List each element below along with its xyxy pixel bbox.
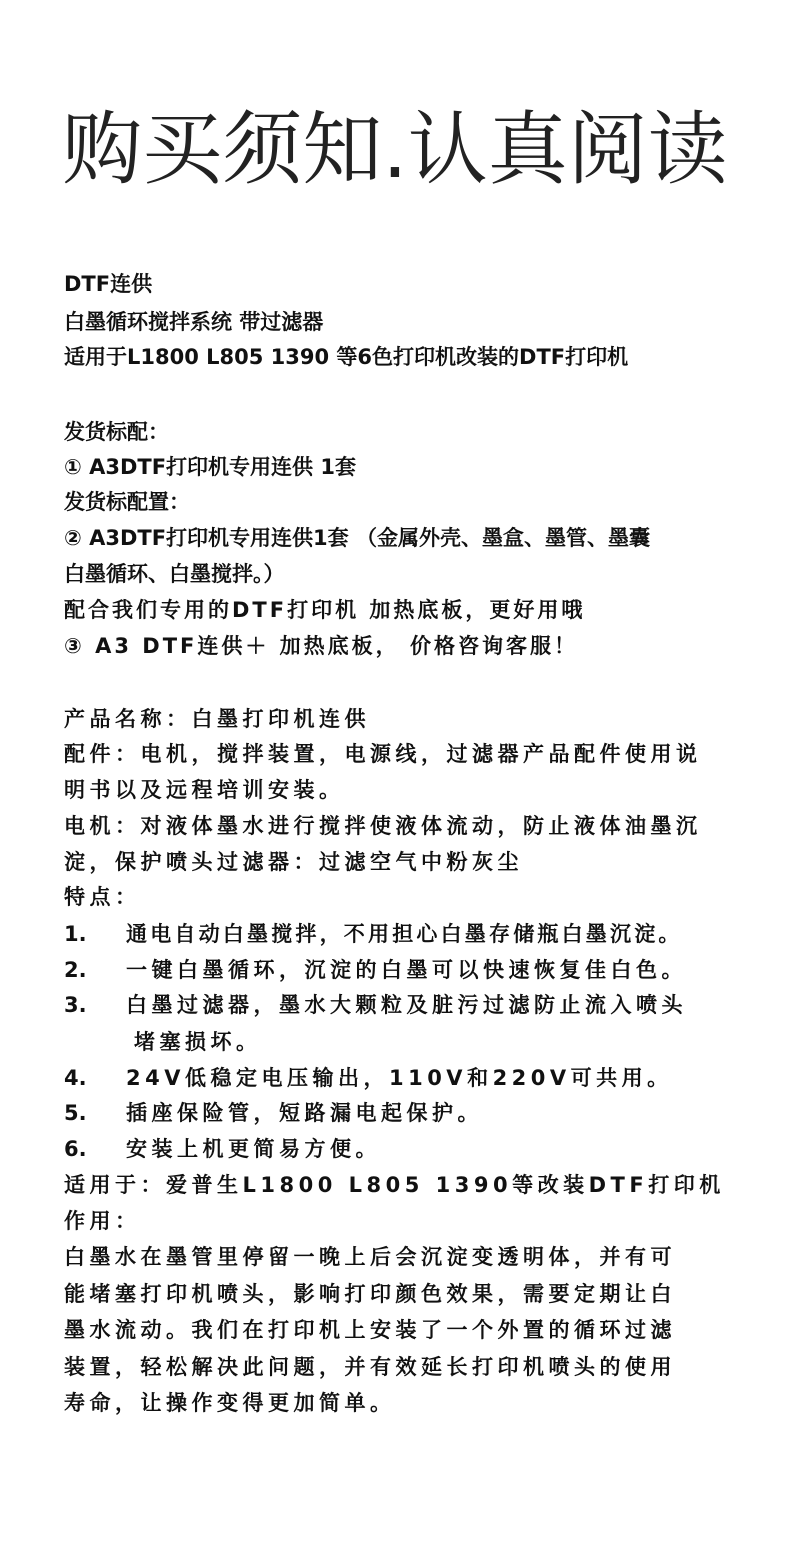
function-heading: 作用： <box>64 1209 141 1233</box>
feature-number: 3. <box>64 993 87 1017</box>
feature-text: 白墨过滤器，墨水大颗粒及脏污过滤防止流入喷头 <box>126 993 687 1017</box>
product-parts-line-1: 配件：电机，搅拌装置，电源线，过滤器产品配件使用说 <box>64 742 702 766</box>
applicable-models: 适用于：爱普生L1800 L805 1390等改装DTF打印机 <box>64 1173 725 1197</box>
feature-text-continued: 堵塞损坏。 <box>134 1030 262 1054</box>
feature-number: 4. <box>64 1066 87 1090</box>
shipping-item-2-line-2: 白墨循环、白墨搅拌。） <box>64 562 285 586</box>
shipping-note: 配合我们专用的DTF打印机 加热底板，更好用哦 <box>64 598 586 622</box>
feature-text: 通电自动白墨搅拌，不用担心白墨存储瓶白墨沉淀。 <box>126 922 683 946</box>
feature-text: 一键白墨循环，沉淀的白墨可以快速恢复佳白色。 <box>126 958 687 982</box>
feature-text: 24V低稳定电压输出，110V和220V可共用。 <box>126 1066 673 1090</box>
function-line: 装置，轻松解决此问题，并有效延长打印机喷头的使用 <box>64 1355 676 1379</box>
function-line: 能堵塞打印机喷头，影响打印颜色效果，需要定期让白 <box>64 1282 676 1306</box>
shipping-item-1: ① A3DTF打印机专用连供 1套 <box>64 455 356 479</box>
feature-number: 6. <box>64 1137 87 1161</box>
function-line: 寿命，让操作变得更加简单。 <box>64 1391 396 1415</box>
intro-line-3: 适用于L1800 L805 1390 等6色打印机改装的DTF打印机 <box>64 345 629 369</box>
function-line: 白墨水在墨管里停留一晚上后会沉淀变透明体，并有可 <box>64 1245 676 1269</box>
intro-line-2: 白墨循环搅拌系统 带过滤器 <box>64 310 324 334</box>
page-title: 购买须知.认真阅读 <box>62 103 728 196</box>
function-line: 墨水流动。我们在打印机上安装了一个外置的循环过滤 <box>64 1318 676 1342</box>
product-motor-line-1: 电机：对液体墨水进行搅拌使液体流动，防止液体油墨沉 <box>64 814 702 838</box>
product-parts-line-2: 明书以及远程培训安装。 <box>64 778 345 802</box>
features-heading: 特点： <box>64 885 141 909</box>
intro-line-1: DTF连供 <box>64 272 153 296</box>
feature-number: 1. <box>64 922 87 946</box>
shipping-item-3: ③ A3 DTF连供＋ 加热底板， 价格咨询客服！ <box>64 634 578 658</box>
product-name: 产品名称：白墨打印机连供 <box>64 707 370 731</box>
feature-number: 5. <box>64 1101 87 1125</box>
feature-text: 插座保险管，短路漏电起保护。 <box>126 1101 483 1125</box>
feature-text: 安装上机更简易方便。 <box>126 1137 381 1161</box>
feature-number: 2. <box>64 958 87 982</box>
product-motor-line-2: 淀，保护喷头过滤器：过滤空气中粉灰尘 <box>64 850 523 874</box>
shipping-heading-2: 发货标配置： <box>64 490 190 514</box>
shipping-heading-1: 发货标配： <box>64 420 169 444</box>
shipping-item-2-line-1: ② A3DTF打印机专用连供1套 （金属外壳、墨盒、墨管、墨囊 <box>64 526 650 550</box>
